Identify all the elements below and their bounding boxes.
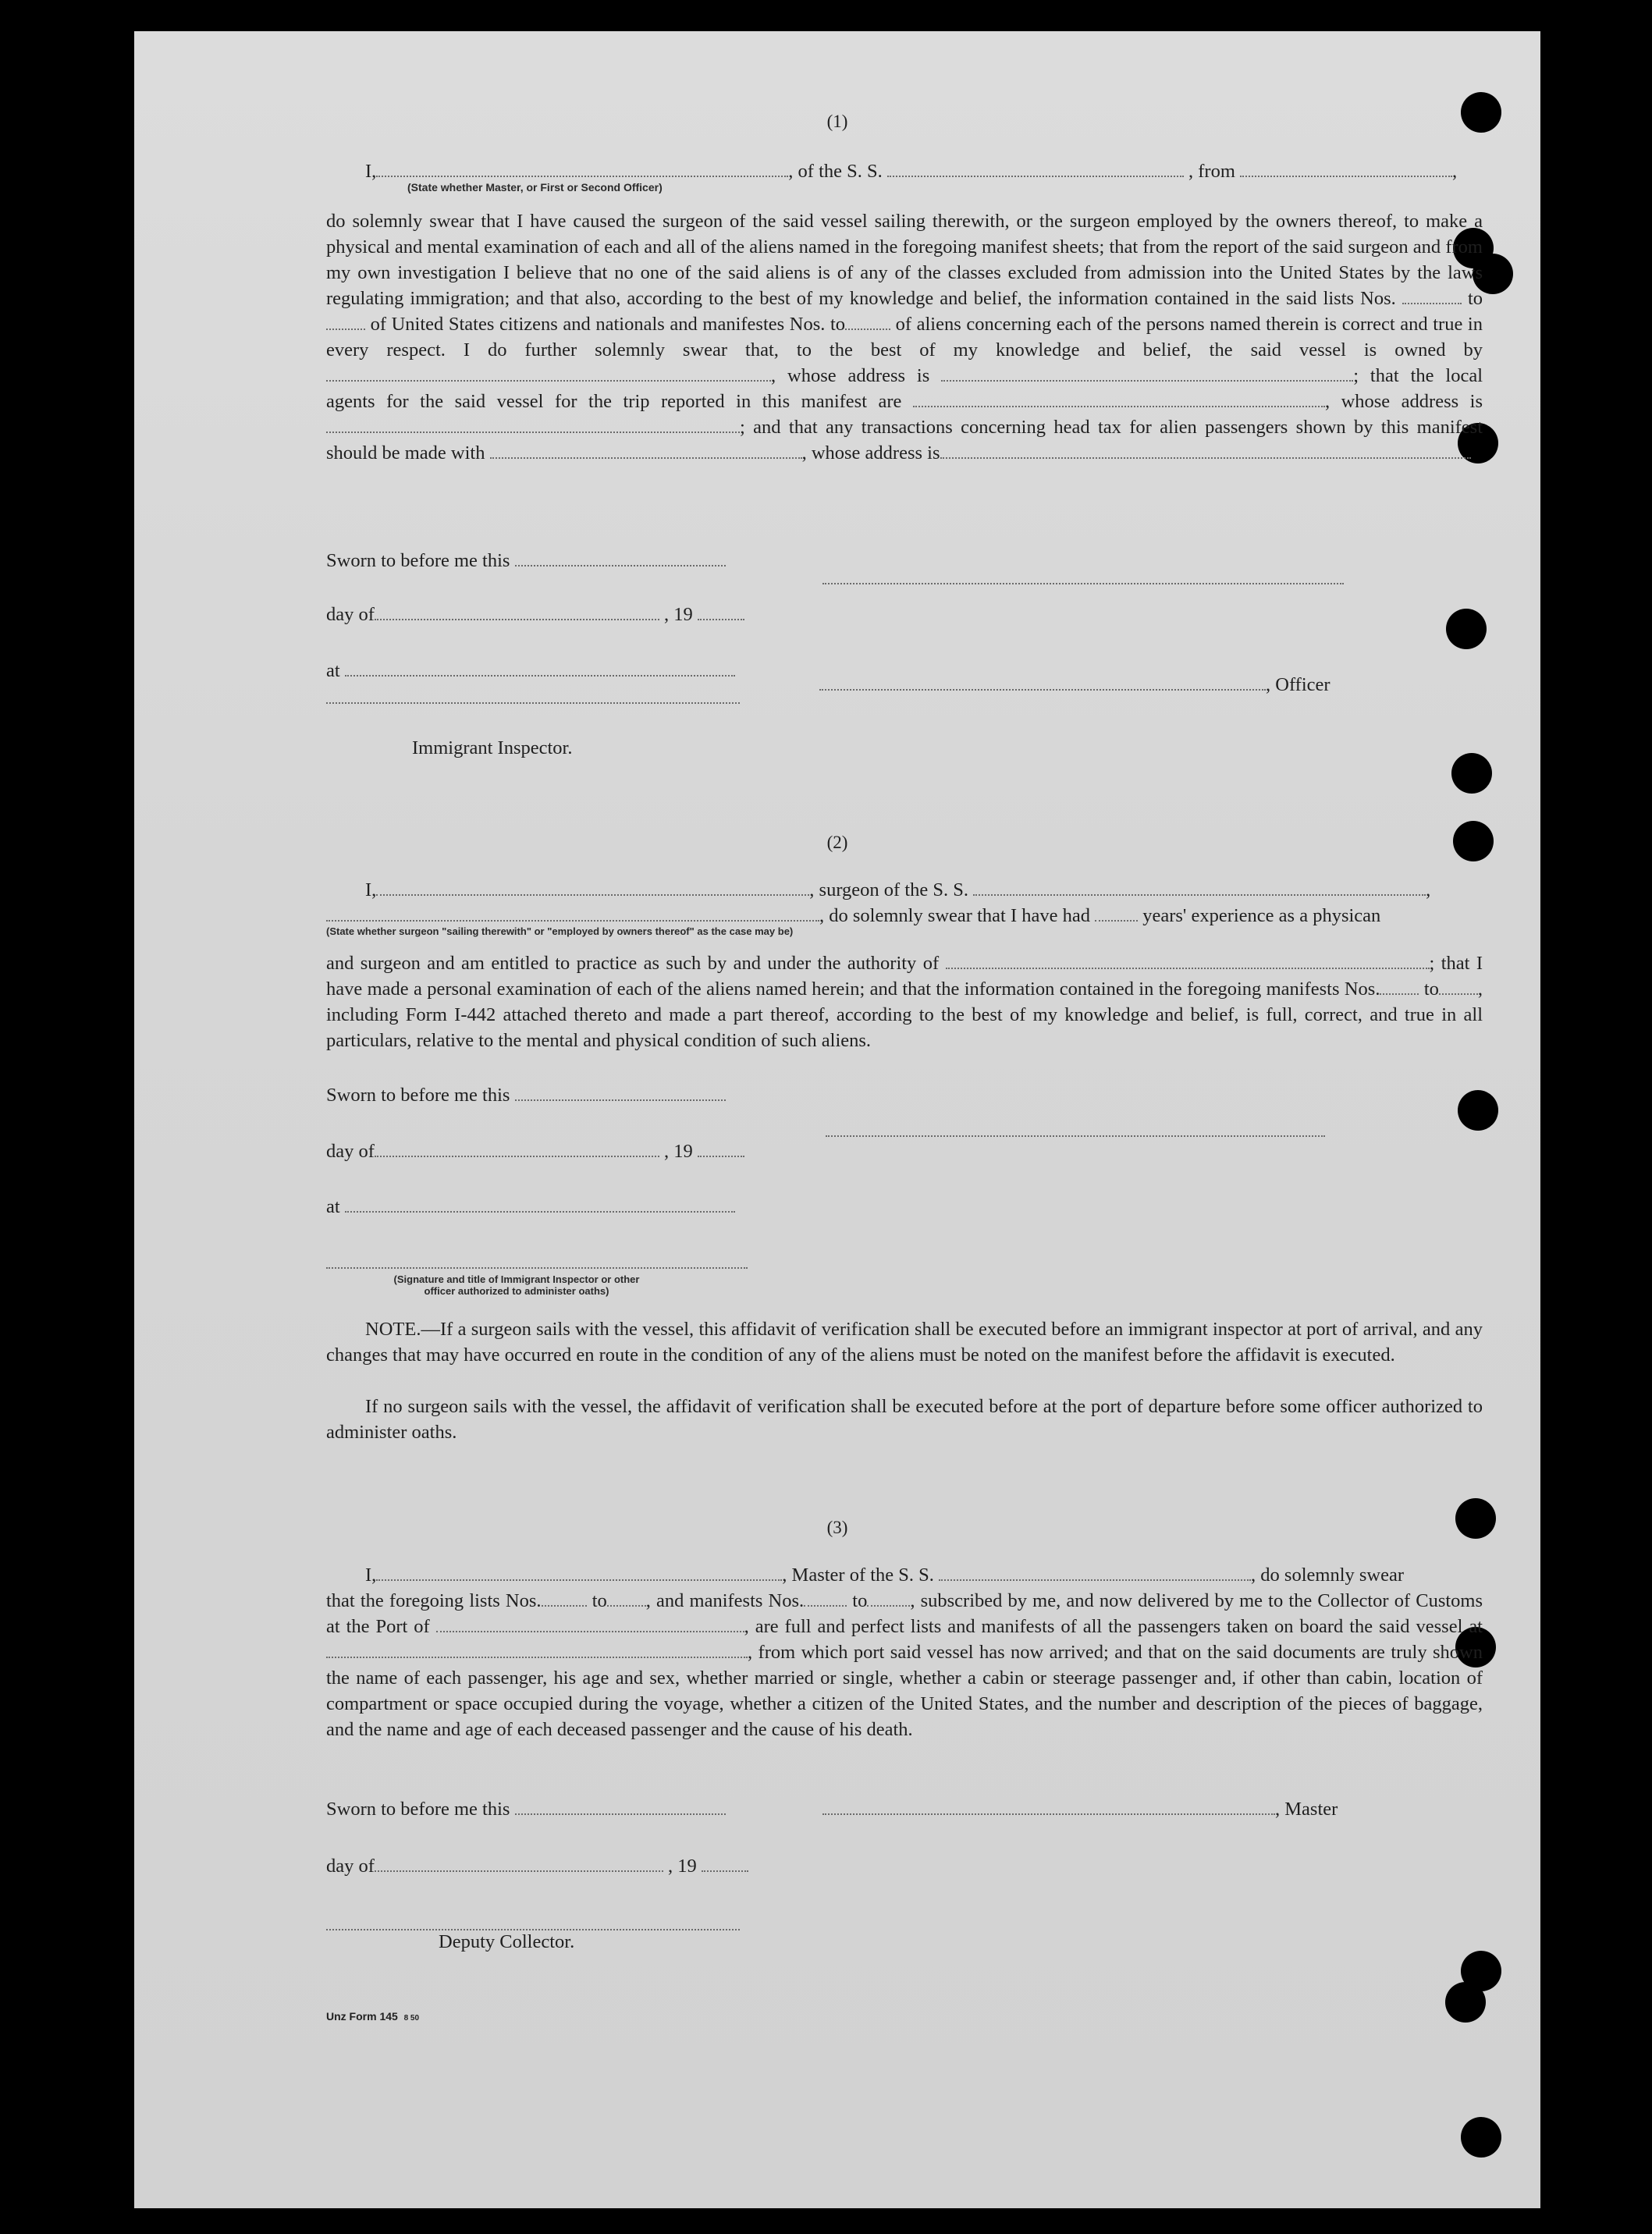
text: do solemnly swear that I have caused the surgeon of the said vessel sailing therewith, or the surgeon employed by the owners thereof, to make a physical and mental examination of each and all of the aliens named in the foregoing manifest sheets; that from the report of the said surgeon and from my own investigation I believe that no one of the said aliens is of any of the classes excluded from admission into the United States by the laws regulating immigration; and that also, according to the best of my knowledge and belief, the information contained in the said lists Nos. [326,211,1483,309]
label: , of the S. S. [788,161,883,182]
label: , Master of the S. S. [782,1565,934,1586]
section2-at [326,1194,735,1220]
punch-hole [1446,609,1487,649]
section1-sworn [326,548,726,574]
label: , do solemnly swear [1251,1565,1405,1586]
section1-day [326,602,744,627]
text: , including Form I-442 attached thereto and made a part thereof, according to the best of my knowledge and belief, is full, correct, and true in all particulars, relative to the mental and physical condition of such aliens. [326,978,1483,1051]
text: , whose address is [801,442,940,463]
label: I, [365,879,377,900]
text: NOTE.—If a surgeon sails with the vessel, this affidavit of verification shall be executed before an immigrant inspector at port of arrival, and any changes that may have occurred en route in the condition of any of the aliens must be noted on the manifest before the affidavit is executed. [326,1319,1483,1366]
label: Sworn to before me this [326,1799,510,1820]
section1-body [326,208,1483,466]
label: , 19 [668,1856,697,1877]
inspector-title: Immigrant Inspector. [412,737,573,758]
label: day of [326,604,375,625]
label: years' experience as a physican [1142,905,1381,926]
text: , whose address is [771,365,930,386]
punch-hole [1458,1090,1498,1131]
text: , and manifests Nos. [645,1590,805,1611]
label: I, [365,1565,377,1586]
text: to [852,1590,868,1611]
label: Sworn to before me this [326,1085,510,1106]
label: at [326,1196,340,1217]
section2-first-line: I, , surgeon of the S. S. , [365,879,1431,900]
text: (Signature and title of Immigrant Inspector or other [393,1273,640,1285]
label: , from [1188,161,1235,182]
signature-line [326,701,740,704]
section1-at [326,658,735,684]
punch-hole [1451,753,1492,794]
text: to [830,314,846,335]
text: , from which port said vessel has now arrived; and that on the said documents are truly shown the name of each passenger, his age and sex, whether married or single, whether a cabin or steerage passenger and, if other than cabin, location of compartment or space occupied during the voyage, whether a citizen of the United States, and the number and description of the pieces of baggage, and the name and age of each deceased passenger and the cause of his death. [326,1642,1483,1740]
section3-sworn [326,1796,726,1822]
label: at [326,660,340,681]
signature-note [361,1273,673,1297]
label: , surgeon of the S. S. [809,879,969,900]
label: day of [326,1856,375,1877]
text: ; that the local agents for the said vessel for the trip reported in this manifest are [326,365,1483,412]
section2-body [326,950,1483,1053]
section3-body [326,1588,1483,1742]
text: that the foregoing lists Nos. [326,1590,542,1611]
section2-note2 [326,1394,1483,1445]
section2-sworn [326,1082,726,1108]
section3-first-line [365,1562,1404,1588]
surgeon-note: (State whether surgeon "sailing therewith" or "employed by owners thereof" as the case may be) [326,925,794,937]
text: to [592,1590,607,1611]
section3-day [326,1853,748,1879]
label: day of [326,1141,375,1162]
label: , 19 [664,1141,693,1162]
master-signature [822,1796,1338,1822]
section2-note1 [326,1316,1483,1368]
text: and surgeon and am entitled to practice as such by and under the authority of [326,953,940,974]
label: , do solemnly swear that I have had [819,905,1090,926]
text: to [1467,288,1483,309]
label: , Master [1275,1799,1338,1820]
form-number [326,2010,419,2023]
text: to [1423,978,1439,1000]
signature-line [822,581,1344,584]
manifest-affidavit-page [134,31,1540,2208]
label: I, [365,161,377,182]
text: ; and that any transactions concerning head tax for alien passengers shown by this manifest should be made with [326,417,1483,463]
text: of aliens concerning each of the persons named therein is correct and true in every respect. I do further solemnly swear that, to the best of my knowledge and belief, the said vessel is owned by [326,314,1483,360]
text: 8 50 [403,2014,420,2023]
text: ; that I have made a personal examination of each of the aliens named herein; and that the information contained in the foregoing manifests Nos. [326,953,1483,1000]
signature-line [826,1134,1325,1137]
punch-hole [1445,1982,1486,2023]
text: If no surgeon sails with the vessel, the affidavit of verification shall be executed before at the port of departure before some officer authorized to administer oaths. [326,1396,1483,1443]
text: Unz Form 145 [326,2010,398,2023]
collector-title: Deputy Collector. [439,1931,575,1952]
text: , whose address is [1324,391,1483,412]
section-number: (2) [826,833,848,852]
label: , Officer [1266,674,1330,695]
signature-line [326,1266,748,1269]
officer-note: (State whether Master, or First or Second Officer) [407,181,663,194]
officer-signature [819,672,1330,698]
section-number: (1) [826,112,848,131]
text: , subscribed by me, and now delivered by me to the Collector of Customs at the Port of [326,1590,1483,1637]
text: of United States citizens and nationals and manifestes Nos. [370,314,826,335]
section-number: (3) [826,1518,848,1537]
label: , 19 [664,604,693,625]
section1-first-line: I, , of the S. S. , from , [365,161,1458,182]
text: officer authorized to administer oaths) [424,1285,609,1297]
label: Sworn to before me this [326,550,510,571]
text: , are full and perfect lists and manifests of all the passengers taken on board the said vessel at [744,1616,1483,1637]
punch-hole [1461,2117,1501,2158]
section2-day [326,1138,744,1164]
